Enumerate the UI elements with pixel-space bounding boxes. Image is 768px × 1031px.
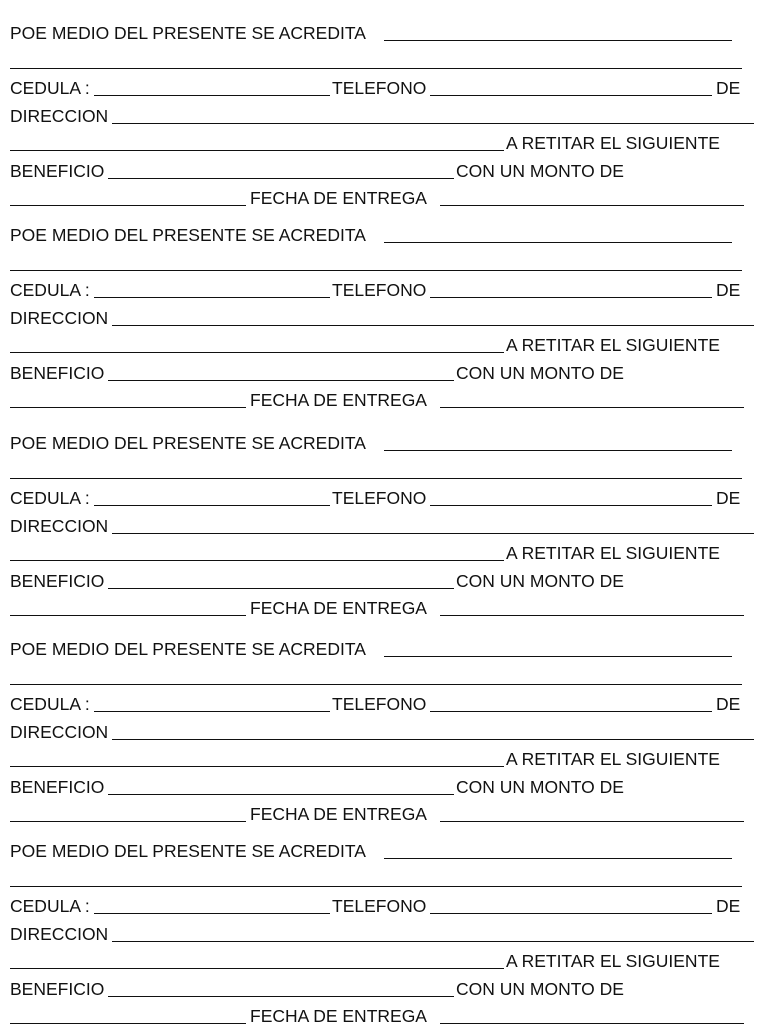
beneficio-label: BENEFICIO bbox=[10, 160, 105, 181]
form-line bbox=[10, 866, 754, 894]
direccion-line[interactable] bbox=[112, 941, 754, 942]
form-line bbox=[10, 430, 754, 458]
direccion-label: DIRECCION bbox=[10, 105, 109, 126]
authorization-block bbox=[10, 222, 754, 415]
fecha-label: FECHA DE ENTREGA bbox=[250, 188, 427, 208]
form-line bbox=[10, 20, 754, 48]
authorization-block bbox=[10, 430, 754, 623]
beneficio-line[interactable] bbox=[108, 996, 454, 997]
authorization-block bbox=[10, 636, 754, 829]
fecha-line[interactable] bbox=[440, 205, 744, 206]
form-line bbox=[10, 801, 754, 829]
cedula-label: CEDULA : bbox=[10, 280, 90, 300]
acredita-name-line-2[interactable] bbox=[10, 684, 742, 685]
form-line bbox=[10, 332, 754, 360]
fecha-line[interactable] bbox=[440, 821, 744, 822]
direccion-label: DIRECCION bbox=[10, 307, 109, 328]
monto-label: CON UN MONTO DE bbox=[456, 160, 624, 181]
acredita-name-line-2[interactable] bbox=[10, 68, 742, 69]
direccion-line[interactable] bbox=[112, 123, 754, 124]
cedula-label: CEDULA : bbox=[10, 78, 90, 98]
direccion-label: DIRECCION bbox=[10, 515, 109, 536]
acredita-label: POE MEDIO DEL PRESENTE SE ACREDITA bbox=[10, 23, 366, 43]
form-line bbox=[10, 568, 754, 596]
acredita-name-line[interactable] bbox=[384, 450, 732, 451]
form-line bbox=[10, 222, 754, 250]
telefono-label: TELEFONO bbox=[332, 694, 427, 714]
direccion-line-2[interactable] bbox=[10, 968, 504, 969]
acredita-name-line-2[interactable] bbox=[10, 886, 742, 887]
form-line bbox=[10, 595, 754, 623]
retirar-label: A RETITAR EL SIGUIENTE bbox=[506, 335, 720, 355]
monto-line[interactable] bbox=[10, 205, 246, 206]
form-line bbox=[10, 360, 754, 388]
form-line bbox=[10, 1003, 754, 1031]
monto-line[interactable] bbox=[10, 407, 246, 408]
acredita-label: POE MEDIO DEL PRESENTE SE ACREDITA bbox=[10, 639, 366, 659]
direccion-line[interactable] bbox=[112, 739, 754, 740]
form-line bbox=[10, 485, 754, 513]
form-line bbox=[10, 185, 754, 213]
authorization-block bbox=[10, 20, 754, 213]
cedula-line[interactable] bbox=[94, 505, 330, 506]
form-line bbox=[10, 774, 754, 802]
monto-label: CON UN MONTO DE bbox=[456, 570, 624, 591]
acredita-name-line[interactable] bbox=[384, 858, 732, 859]
form-line bbox=[10, 277, 754, 305]
telefono-label: TELEFONO bbox=[332, 896, 427, 916]
retirar-label: A RETITAR EL SIGUIENTE bbox=[506, 951, 720, 971]
acredita-name-line[interactable] bbox=[384, 656, 732, 657]
form-line bbox=[10, 893, 754, 921]
telefono-line[interactable] bbox=[430, 297, 712, 298]
form-line bbox=[10, 513, 754, 541]
fecha-label: FECHA DE ENTREGA bbox=[250, 598, 427, 618]
direccion-line[interactable] bbox=[112, 325, 754, 326]
direccion-label: DIRECCION bbox=[10, 923, 109, 944]
cedula-label: CEDULA : bbox=[10, 694, 90, 714]
acredita-label: POE MEDIO DEL PRESENTE SE ACREDITA bbox=[10, 225, 366, 245]
beneficio-line[interactable] bbox=[108, 178, 454, 179]
cedula-label: CEDULA : bbox=[10, 488, 90, 508]
form-line bbox=[10, 75, 754, 103]
direccion-line-2[interactable] bbox=[10, 150, 504, 151]
direccion-line[interactable] bbox=[112, 533, 754, 534]
beneficio-label: BENEFICIO bbox=[10, 570, 105, 591]
de-label: DE bbox=[716, 694, 741, 714]
form-line bbox=[10, 305, 754, 333]
form-line bbox=[10, 458, 754, 486]
form-line bbox=[10, 158, 754, 186]
fecha-label: FECHA DE ENTREGA bbox=[250, 1006, 427, 1026]
retirar-label: A RETITAR EL SIGUIENTE bbox=[506, 133, 720, 153]
form-line bbox=[10, 838, 754, 866]
de-label: DE bbox=[716, 896, 741, 916]
telefono-line[interactable] bbox=[430, 95, 712, 96]
beneficio-line[interactable] bbox=[108, 588, 454, 589]
cedula-line[interactable] bbox=[94, 95, 330, 96]
form-line bbox=[10, 250, 754, 278]
direccion-label: DIRECCION bbox=[10, 721, 109, 742]
form-line bbox=[10, 746, 754, 774]
telefono-line[interactable] bbox=[430, 505, 712, 506]
acredita-name-line[interactable] bbox=[384, 40, 732, 41]
acredita-name-line[interactable] bbox=[384, 242, 732, 243]
acredita-name-line-2[interactable] bbox=[10, 270, 742, 271]
form-line bbox=[10, 48, 754, 76]
cedula-line[interactable] bbox=[94, 711, 330, 712]
form-line bbox=[10, 636, 754, 664]
cedula-line[interactable] bbox=[94, 913, 330, 914]
beneficio-line[interactable] bbox=[108, 794, 454, 795]
de-label: DE bbox=[716, 280, 741, 300]
retirar-label: A RETITAR EL SIGUIENTE bbox=[506, 543, 720, 563]
direccion-line-2[interactable] bbox=[10, 766, 504, 767]
monto-line[interactable] bbox=[10, 821, 246, 822]
telefono-line[interactable] bbox=[430, 711, 712, 712]
form-line bbox=[10, 976, 754, 1004]
retirar-label: A RETITAR EL SIGUIENTE bbox=[506, 749, 720, 769]
telefono-label: TELEFONO bbox=[332, 488, 427, 508]
telefono-line[interactable] bbox=[430, 913, 712, 914]
monto-label: CON UN MONTO DE bbox=[456, 362, 624, 383]
direccion-line-2[interactable] bbox=[10, 352, 504, 353]
de-label: DE bbox=[716, 78, 741, 98]
monto-label: CON UN MONTO DE bbox=[456, 776, 624, 797]
form-line bbox=[10, 691, 754, 719]
fecha-line[interactable] bbox=[440, 615, 744, 616]
cedula-line[interactable] bbox=[94, 297, 330, 298]
cedula-label: CEDULA : bbox=[10, 896, 90, 916]
form-line bbox=[10, 540, 754, 568]
form-line bbox=[10, 719, 754, 747]
de-label: DE bbox=[716, 488, 741, 508]
direccion-line-2[interactable] bbox=[10, 560, 504, 561]
fecha-label: FECHA DE ENTREGA bbox=[250, 804, 427, 824]
authorization-block bbox=[10, 838, 754, 1031]
monto-line[interactable] bbox=[10, 615, 246, 616]
form-line bbox=[10, 664, 754, 692]
fecha-label: FECHA DE ENTREGA bbox=[250, 390, 427, 410]
fecha-line[interactable] bbox=[440, 407, 744, 408]
acredita-name-line-2[interactable] bbox=[10, 478, 742, 479]
monto-label: CON UN MONTO DE bbox=[456, 978, 624, 999]
beneficio-label: BENEFICIO bbox=[10, 978, 105, 999]
telefono-label: TELEFONO bbox=[332, 78, 427, 98]
form-line bbox=[10, 387, 754, 415]
acredita-label: POE MEDIO DEL PRESENTE SE ACREDITA bbox=[10, 433, 366, 453]
beneficio-line[interactable] bbox=[108, 380, 454, 381]
telefono-label: TELEFONO bbox=[332, 280, 427, 300]
acredita-label: POE MEDIO DEL PRESENTE SE ACREDITA bbox=[10, 841, 366, 861]
form-line bbox=[10, 103, 754, 131]
form-line bbox=[10, 948, 754, 976]
form-line bbox=[10, 921, 754, 949]
beneficio-label: BENEFICIO bbox=[10, 776, 105, 797]
beneficio-label: BENEFICIO bbox=[10, 362, 105, 383]
form-line bbox=[10, 130, 754, 158]
